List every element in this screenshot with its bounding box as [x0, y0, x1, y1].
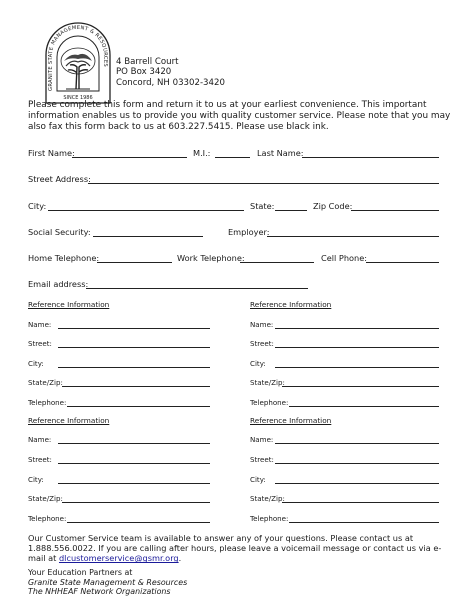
ref2-statezip-label: State/Zip:	[250, 378, 285, 387]
ref4-statezip-field[interactable]	[282, 502, 439, 503]
partners-block	[28, 568, 187, 597]
footer-text-end: .	[178, 553, 182, 564]
mi-label: M.I.:	[193, 148, 211, 158]
partners-network: The NHHEAF Network Organizations	[28, 587, 171, 597]
email-field[interactable]	[86, 288, 308, 289]
ref2-telephone-field[interactable]	[289, 406, 439, 407]
ref1-statezip-label: State/Zip:	[28, 378, 63, 387]
ref4-street-label: Street:	[250, 455, 274, 464]
ref1-name-field[interactable]	[58, 328, 210, 329]
ref2-name-label: Name:	[250, 320, 274, 329]
ref3-statezip-field[interactable]	[62, 502, 210, 503]
home-telephone-field[interactable]	[97, 262, 172, 263]
company-address	[116, 57, 225, 88]
ref1-city-label: City:	[28, 359, 44, 368]
partners-org: Granite State Management & Resources	[28, 577, 188, 587]
employer-field[interactable]	[267, 236, 439, 237]
customer-service-email-link[interactable]: dlcustomerservice@gsmr.org	[58, 553, 179, 564]
home-telephone-label: Home Telephone:	[28, 253, 100, 263]
ref2-street-label: Street:	[250, 339, 274, 348]
ref3-city-label: City:	[28, 475, 44, 484]
ref3-name-field[interactable]	[58, 443, 210, 444]
customer-service-note	[28, 533, 458, 564]
ref3-city-field[interactable]	[58, 483, 210, 484]
ref3-name-label: Name:	[28, 435, 52, 444]
state-label: State:	[250, 201, 275, 211]
city-label: City:	[28, 201, 47, 211]
intro-paragraph: Please complete this form and return it to us at your earliest convenience. This important information enables us to provide you with quality customer service. Please note that you may also fax this form back to us at 603.227.5415. Please use black ink.	[28, 100, 451, 133]
ref1-name-label: Name:	[28, 320, 52, 329]
ref1-telephone-label: Telephone:	[28, 398, 67, 407]
address-line: Concord, NH 03302-3420	[116, 77, 225, 88]
email-label: Email address:	[28, 279, 89, 289]
state-field[interactable]	[275, 210, 307, 211]
logo-since-text: SINCE 1986	[63, 95, 93, 101]
ref3-street-label: Street:	[28, 455, 52, 464]
work-telephone-field[interactable]	[240, 262, 314, 263]
footer-text: Our Customer Service team is available to answer any of your questions. Please contact us at 1.888.556.0022. If you are calling after hours, please leave a voicemail message or contact us via e-mail at	[28, 533, 442, 564]
ref1-street-field[interactable]	[58, 347, 210, 348]
ref4-telephone-field[interactable]	[289, 522, 439, 523]
ref4-street-field[interactable]	[275, 463, 439, 464]
ref2-telephone-label: Telephone:	[250, 398, 289, 407]
tree-icon	[61, 48, 95, 89]
last-name-label: Last Name:	[257, 148, 304, 158]
social-security-label: Social Security:	[28, 227, 91, 237]
reference-title: Reference Information	[250, 300, 332, 309]
ref1-street-label: Street:	[28, 339, 52, 348]
last-name-field[interactable]	[302, 157, 439, 158]
ref2-statezip-field[interactable]	[282, 386, 439, 387]
ref1-telephone-field[interactable]	[67, 406, 210, 407]
city-field[interactable]	[48, 210, 244, 211]
cell-phone-label: Cell Phone:	[321, 253, 368, 263]
ref2-street-field[interactable]	[275, 347, 439, 348]
first-name-label: First Name:	[28, 148, 75, 158]
ref4-city-field[interactable]	[275, 483, 439, 484]
street-address-field[interactable]	[88, 183, 439, 184]
social-security-field[interactable]	[93, 236, 203, 237]
reference-title: Reference Information	[28, 300, 110, 309]
ref2-name-field[interactable]	[275, 328, 439, 329]
ref4-telephone-label: Telephone:	[250, 514, 289, 523]
ref3-street-field[interactable]	[58, 463, 210, 464]
logo-ring-text: GRANITE STATE MANAGEMENT & RESOURCES	[47, 24, 109, 91]
ref4-name-label: Name:	[250, 435, 274, 444]
reference-title: Reference Information	[250, 416, 332, 425]
mi-field[interactable]	[215, 157, 250, 158]
ref2-city-field[interactable]	[275, 367, 439, 368]
ref1-city-field[interactable]	[58, 367, 210, 368]
zip-code-label: Zip Code:	[313, 201, 353, 211]
address-line: 4 Barrell Court	[116, 57, 179, 67]
employer-label: Employer:	[228, 227, 270, 237]
ref2-city-label: City:	[250, 359, 266, 368]
ref3-telephone-label: Telephone:	[28, 514, 67, 523]
partners-line: Your Education Partners at	[28, 568, 133, 577]
company-logo	[40, 17, 116, 105]
ref4-city-label: City:	[250, 475, 266, 484]
work-telephone-label: Work Telephone:	[177, 253, 245, 263]
ref1-statezip-field[interactable]	[62, 386, 210, 387]
ref4-name-field[interactable]	[275, 443, 439, 444]
street-address-label: Street Address:	[28, 174, 91, 184]
reference-title: Reference Information	[28, 416, 110, 425]
first-name-field[interactable]	[72, 157, 187, 158]
address-line: PO Box 3420	[116, 67, 172, 78]
ref4-statezip-label: State/Zip:	[250, 494, 285, 503]
ref3-statezip-label: State/Zip:	[28, 494, 63, 503]
cell-phone-field[interactable]	[366, 262, 439, 263]
ref3-telephone-field[interactable]	[67, 522, 210, 523]
zip-code-field[interactable]	[351, 210, 439, 211]
